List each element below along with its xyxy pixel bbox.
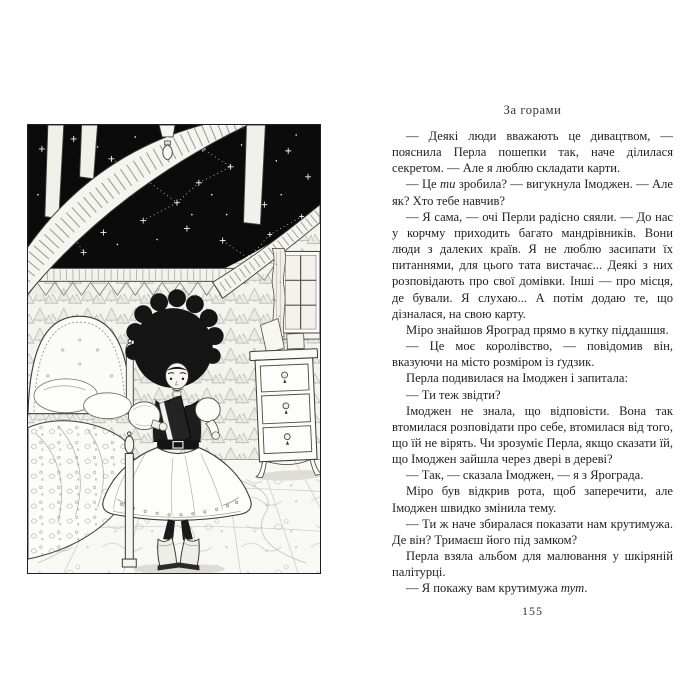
- paragraph-4: [392, 322, 673, 338]
- text-run: ти: [440, 177, 456, 192]
- small-box: [287, 333, 305, 349]
- text-run: Імоджен не знала, що відповісти. Вона так втомилася розповідати про себе, втомилася від того, що їй не вірять. Чи зрозуміє Перла, якщо сказати їй, що Імоджен зайшла через двері в дереві?: [392, 403, 673, 467]
- running-head: За горами: [503, 103, 562, 117]
- belt: [157, 440, 199, 450]
- text-run: Перла взяла альбом для малювання у шкіряній палітурці.: [392, 549, 673, 580]
- paragraph-1: [392, 128, 673, 176]
- paragraph-7: [392, 387, 673, 403]
- text-run: — Це: [406, 177, 440, 192]
- text-run: — Я сама, — очі Перли радісно сяяли. — До нас у корчму приходить багато мандрівників. Вони люди з далеких країв. Я не люблю засипати їх питаннями, для цього тата вистачає... Деякі з них розповідають про свої домівки. Інші — про місця, де бували. Я слухаю... А потім додаю те, що дізналася, на свою карту.: [392, 209, 673, 321]
- paragraph-2: [392, 176, 673, 208]
- illustration: [27, 124, 321, 574]
- body-text: [392, 128, 673, 597]
- text-run: — Ти ж наче збиралася показати нам крутимужа. Де він? Тримаєш його під замком?: [392, 516, 673, 547]
- text-run: Міро знайшов Яроград прямо в кутку піддашшя.: [406, 322, 669, 337]
- paragraph-8: [392, 403, 673, 468]
- text-run: — Деякі люди вважають це дивацтвом, — пояснила Перла пошепки так, наче ділилася секретом. — Але я люблю складати карти.: [392, 129, 673, 176]
- text-run: — Я покажу вам крутимужа: [406, 581, 561, 596]
- paragraph-9: [392, 467, 673, 483]
- text-run: Міро був відкрив рота, щоб заперечити, але Імоджен швидко змінила тему.: [392, 484, 673, 515]
- paragraph-12: [392, 548, 673, 580]
- text-run: — Ти теж звідти?: [406, 387, 501, 402]
- text-run: .: [584, 581, 588, 596]
- illustration-drawing: [28, 125, 320, 573]
- text-run: Перла подивилася на Імоджен і запитала:: [406, 371, 629, 386]
- paragraph-5: [392, 338, 673, 370]
- text-run: зробила? — вигукнула Імоджен. — Але як? Хто тебе навчив?: [392, 177, 674, 208]
- paragraph-13: [392, 580, 673, 596]
- paragraph-3: [392, 209, 673, 322]
- page-number: 155: [522, 603, 543, 618]
- paragraph-11: [392, 516, 673, 548]
- text-page: [392, 103, 673, 619]
- paragraph-10: [392, 483, 673, 515]
- text-run: — Це моє королівство, — повідомив він, вказуючи на місто розміром із ґудзик.: [392, 339, 673, 370]
- text-run: тут: [560, 581, 585, 596]
- paragraph-6: [392, 370, 673, 386]
- text-run: — Так, — сказала Імоджен, — я з Ярограда.: [406, 468, 644, 483]
